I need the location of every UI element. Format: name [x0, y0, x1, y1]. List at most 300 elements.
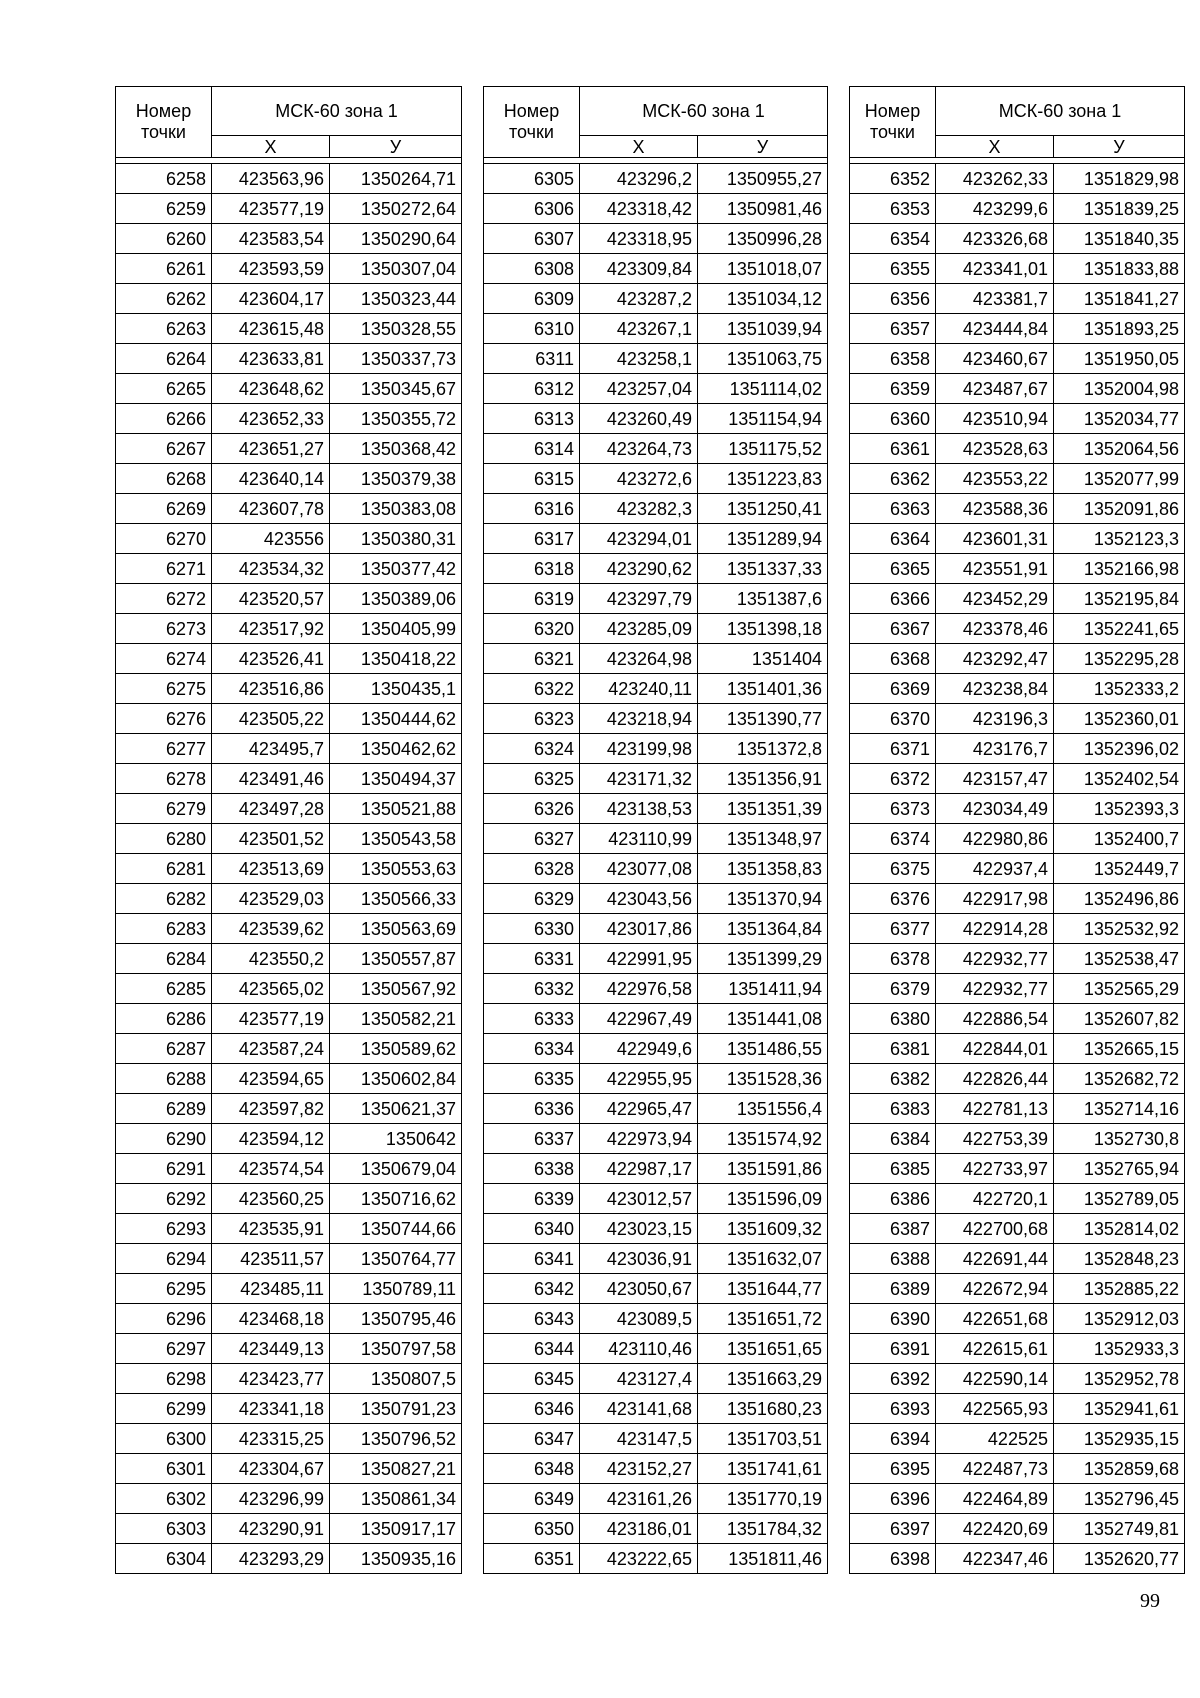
table-row [850, 194, 1185, 224]
y-column-header: У [698, 136, 828, 158]
x-coordinate-cell: 423452,29 [936, 584, 1054, 614]
table-row [484, 914, 828, 944]
table-row [850, 764, 1185, 794]
x-coordinate-cell: 423257,04 [580, 374, 698, 404]
table-row [850, 584, 1185, 614]
point-number-cell: 6277 [116, 734, 212, 764]
table-row [116, 1304, 462, 1334]
x-coordinate-cell: 423560,25 [212, 1184, 330, 1214]
x-coordinate-cell: 423574,54 [212, 1154, 330, 1184]
x-coordinate-cell: 423290,62 [580, 554, 698, 584]
table-row [850, 1064, 1185, 1094]
y-coordinate-cell: 1352885,22 [1054, 1274, 1185, 1304]
table-row [484, 1544, 828, 1574]
point-number-cell: 6302 [116, 1484, 212, 1514]
table-row [116, 1274, 462, 1304]
y-coordinate-cell: 1352034,77 [1054, 404, 1185, 434]
y-coordinate-cell: 1350566,33 [330, 884, 462, 914]
table-row [850, 824, 1185, 854]
x-coordinate-cell: 422973,94 [580, 1124, 698, 1154]
table-row [116, 1064, 462, 1094]
y-coordinate-cell: 1350807,5 [330, 1364, 462, 1394]
table-row [484, 884, 828, 914]
table-row [850, 344, 1185, 374]
y-coordinate-cell: 1350827,21 [330, 1454, 462, 1484]
point-number-cell: 6364 [850, 524, 936, 554]
y-coordinate-cell: 1352195,84 [1054, 584, 1185, 614]
y-coordinate-cell: 1351039,94 [698, 314, 828, 344]
x-column-header: Х [212, 136, 330, 158]
table-row [116, 584, 462, 614]
point-number-cell: 6289 [116, 1094, 212, 1124]
x-coordinate-cell: 423604,17 [212, 284, 330, 314]
point-number-cell: 6303 [116, 1514, 212, 1544]
x-coordinate-cell: 422615,61 [936, 1334, 1054, 1364]
x-column-header: Х [936, 136, 1054, 158]
table-row [850, 674, 1185, 704]
y-coordinate-cell: 1351390,77 [698, 704, 828, 734]
table-row [116, 1454, 462, 1484]
point-number-cell: 6271 [116, 554, 212, 584]
point-number-cell: 6376 [850, 884, 936, 914]
point-number-cell: 6265 [116, 374, 212, 404]
y-coordinate-cell: 1350744,66 [330, 1214, 462, 1244]
x-coordinate-cell: 422464,89 [936, 1484, 1054, 1514]
x-coordinate-cell: 422886,54 [936, 1004, 1054, 1034]
x-coordinate-cell: 422967,49 [580, 1004, 698, 1034]
y-coordinate-cell: 1351663,29 [698, 1364, 828, 1394]
y-coordinate-cell: 1352620,77 [1054, 1544, 1185, 1574]
x-coordinate-cell: 423563,96 [212, 164, 330, 194]
table-row [116, 1214, 462, 1244]
point-number-cell: 6330 [484, 914, 580, 944]
y-coordinate-cell: 1350379,38 [330, 464, 462, 494]
point-number-cell: 6304 [116, 1544, 212, 1574]
table-row [484, 764, 828, 794]
point-number-cell: 6355 [850, 254, 936, 284]
x-coordinate-cell: 422487,73 [936, 1454, 1054, 1484]
coordinate-system-header: МСК-60 зона 1 [580, 87, 828, 136]
point-number-cell: 6381 [850, 1034, 936, 1064]
point-number-cell: 6370 [850, 704, 936, 734]
x-coordinate-cell: 422753,39 [936, 1124, 1054, 1154]
point-number-cell: 6258 [116, 164, 212, 194]
x-coordinate-cell: 423593,59 [212, 254, 330, 284]
point-number-cell: 6261 [116, 254, 212, 284]
table-row [484, 1394, 828, 1424]
table-row [850, 1004, 1185, 1034]
table-row [484, 974, 828, 1004]
y-coordinate-cell: 1352952,78 [1054, 1364, 1185, 1394]
point-number-cell: 6363 [850, 494, 936, 524]
y-coordinate-cell: 1352941,61 [1054, 1394, 1185, 1424]
x-coordinate-cell: 423285,09 [580, 614, 698, 644]
x-coordinate-cell: 423299,6 [936, 194, 1054, 224]
point-number-cell: 6317 [484, 524, 580, 554]
table-row [484, 644, 828, 674]
y-coordinate-cell: 1351018,07 [698, 254, 828, 284]
y-coordinate-cell: 1351950,05 [1054, 344, 1185, 374]
point-number-cell: 6291 [116, 1154, 212, 1184]
table-row [850, 224, 1185, 254]
point-number-cell: 6316 [484, 494, 580, 524]
x-coordinate-cell: 423485,11 [212, 1274, 330, 1304]
point-number-cell: 6349 [484, 1484, 580, 1514]
point-number-cell: 6375 [850, 854, 936, 884]
x-coordinate-cell: 423510,94 [936, 404, 1054, 434]
table-row [850, 1544, 1185, 1574]
x-coordinate-cell: 422651,68 [936, 1304, 1054, 1334]
point-number-cell: 6307 [484, 224, 580, 254]
x-coordinate-cell: 422525 [936, 1424, 1054, 1454]
point-number-cell: 6275 [116, 674, 212, 704]
x-coordinate-cell: 423444,84 [936, 314, 1054, 344]
x-coordinate-cell: 423138,53 [580, 794, 698, 824]
x-coordinate-cell: 423517,92 [212, 614, 330, 644]
table-row [484, 404, 828, 434]
x-coordinate-cell: 422347,46 [936, 1544, 1054, 1574]
point-number-cell: 6313 [484, 404, 580, 434]
y-coordinate-cell: 1350567,92 [330, 974, 462, 1004]
y-coordinate-cell: 1350996,28 [698, 224, 828, 254]
point-number-cell: 6312 [484, 374, 580, 404]
point-number-cell: 6374 [850, 824, 936, 854]
y-coordinate-cell: 1352295,28 [1054, 644, 1185, 674]
point-number-cell: 6353 [850, 194, 936, 224]
x-coordinate-cell: 423287,2 [580, 284, 698, 314]
x-coordinate-cell: 423267,1 [580, 314, 698, 344]
x-coordinate-cell: 423238,84 [936, 674, 1054, 704]
y-coordinate-cell: 1350955,27 [698, 164, 828, 194]
table-row [850, 1034, 1185, 1064]
table-row [484, 1454, 828, 1484]
table-row [484, 524, 828, 554]
y-coordinate-cell: 1351337,33 [698, 554, 828, 584]
x-coordinate-cell: 423315,25 [212, 1424, 330, 1454]
point-number-cell: 6392 [850, 1364, 936, 1394]
point-number-cell: 6384 [850, 1124, 936, 1154]
point-number-cell: 6380 [850, 1004, 936, 1034]
x-coordinate-cell: 423513,69 [212, 854, 330, 884]
y-coordinate-cell: 1352565,29 [1054, 974, 1185, 1004]
y-coordinate-cell: 1352749,81 [1054, 1514, 1185, 1544]
table-row [484, 824, 828, 854]
table-row [116, 1034, 462, 1064]
y-coordinate-cell: 1351034,12 [698, 284, 828, 314]
table-row [116, 1394, 462, 1424]
y-coordinate-cell: 1351811,46 [698, 1544, 828, 1574]
x-coordinate-cell: 423381,7 [936, 284, 1054, 314]
point-number-cell: 6365 [850, 554, 936, 584]
y-coordinate-cell: 1351741,61 [698, 1454, 828, 1484]
table-row [850, 1124, 1185, 1154]
point-number-cell: 6357 [850, 314, 936, 344]
table-row [116, 1424, 462, 1454]
y-coordinate-cell: 1352859,68 [1054, 1454, 1185, 1484]
point-number-cell: 6391 [850, 1334, 936, 1364]
y-coordinate-cell: 1351063,75 [698, 344, 828, 374]
table-row [484, 614, 828, 644]
x-coordinate-cell: 423528,63 [936, 434, 1054, 464]
y-coordinate-cell: 1352765,94 [1054, 1154, 1185, 1184]
y-coordinate-cell: 1351358,83 [698, 854, 828, 884]
y-coordinate-cell: 1352607,82 [1054, 1004, 1185, 1034]
point-number-cell: 6278 [116, 764, 212, 794]
y-coordinate-cell: 1351651,72 [698, 1304, 828, 1334]
table-row [116, 1484, 462, 1514]
x-coordinate-cell: 423449,13 [212, 1334, 330, 1364]
y-coordinate-cell: 1351364,84 [698, 914, 828, 944]
x-coordinate-cell: 422965,47 [580, 1094, 698, 1124]
table-row [484, 1094, 828, 1124]
table-row [484, 1004, 828, 1034]
point-number-cell: 6293 [116, 1214, 212, 1244]
y-coordinate-cell: 1350621,37 [330, 1094, 462, 1124]
table-row [116, 224, 462, 254]
point-number-cell: 6270 [116, 524, 212, 554]
table-row [850, 1274, 1185, 1304]
y-coordinate-cell: 1351348,97 [698, 824, 828, 854]
table-row [484, 374, 828, 404]
point-number-cell: 6347 [484, 1424, 580, 1454]
x-coordinate-cell: 423565,02 [212, 974, 330, 1004]
point-number-cell: 6268 [116, 464, 212, 494]
x-coordinate-cell: 423304,67 [212, 1454, 330, 1484]
table-row [484, 224, 828, 254]
point-number-cell: 6300 [116, 1424, 212, 1454]
table-row [116, 374, 462, 404]
point-number-cell: 6358 [850, 344, 936, 374]
table-row [850, 1094, 1185, 1124]
x-coordinate-cell: 423615,48 [212, 314, 330, 344]
y-coordinate-cell: 1351356,91 [698, 764, 828, 794]
x-coordinate-cell: 423648,62 [212, 374, 330, 404]
y-coordinate-cell: 1351411,94 [698, 974, 828, 1004]
x-coordinate-cell: 423292,47 [936, 644, 1054, 674]
table-row [484, 1244, 828, 1274]
y-coordinate-cell: 1350716,62 [330, 1184, 462, 1214]
y-coordinate-cell: 1352004,98 [1054, 374, 1185, 404]
x-coordinate-cell: 423199,98 [580, 734, 698, 764]
point-number-cell: 6329 [484, 884, 580, 914]
x-coordinate-cell: 423127,4 [580, 1364, 698, 1394]
point-number-cell: 6398 [850, 1544, 936, 1574]
table-row [116, 764, 462, 794]
y-column-header: У [330, 136, 462, 158]
table-row [116, 674, 462, 704]
point-number-cell: 6342 [484, 1274, 580, 1304]
y-coordinate-cell: 1350642 [330, 1124, 462, 1154]
x-coordinate-cell: 423012,57 [580, 1184, 698, 1214]
y-coordinate-cell: 1351784,32 [698, 1514, 828, 1544]
point-number-cell: 6339 [484, 1184, 580, 1214]
x-coordinate-cell: 423497,28 [212, 794, 330, 824]
x-coordinate-cell: 422826,44 [936, 1064, 1054, 1094]
y-coordinate-cell: 1350383,08 [330, 494, 462, 524]
point-number-cell: 6288 [116, 1064, 212, 1094]
x-coordinate-cell: 422932,77 [936, 974, 1054, 1004]
y-coordinate-cell: 1352848,23 [1054, 1244, 1185, 1274]
point-number-cell: 6308 [484, 254, 580, 284]
point-number-cell: 6259 [116, 194, 212, 224]
y-coordinate-cell: 1351680,23 [698, 1394, 828, 1424]
x-coordinate-cell: 423539,62 [212, 914, 330, 944]
table-row [850, 554, 1185, 584]
x-coordinate-cell: 423551,91 [936, 554, 1054, 584]
table-row [850, 1364, 1185, 1394]
table-row [116, 614, 462, 644]
point-number-cell: 6382 [850, 1064, 936, 1094]
point-number-cell: 6292 [116, 1184, 212, 1214]
y-coordinate-cell: 1352077,99 [1054, 464, 1185, 494]
point-number-cell: 6280 [116, 824, 212, 854]
table-row [116, 554, 462, 584]
table-row [850, 404, 1185, 434]
point-number-cell: 6344 [484, 1334, 580, 1364]
y-coordinate-cell: 1352091,86 [1054, 494, 1185, 524]
table-row [116, 1334, 462, 1364]
point-number-cell: 6348 [484, 1454, 580, 1484]
y-coordinate-cell: 1352796,45 [1054, 1484, 1185, 1514]
y-coordinate-cell: 1351401,36 [698, 674, 828, 704]
table-row [850, 1394, 1185, 1424]
x-coordinate-cell: 423487,67 [936, 374, 1054, 404]
point-number-cell: 6388 [850, 1244, 936, 1274]
x-coordinate-cell: 423043,56 [580, 884, 698, 914]
point-number-cell: 6295 [116, 1274, 212, 1304]
x-coordinate-cell: 423378,46 [936, 614, 1054, 644]
x-coordinate-cell: 423309,84 [580, 254, 698, 284]
y-coordinate-cell: 1352064,56 [1054, 434, 1185, 464]
table-row [484, 1364, 828, 1394]
y-coordinate-cell: 1350796,52 [330, 1424, 462, 1454]
point-number-cell: 6368 [850, 644, 936, 674]
x-coordinate-cell: 423017,86 [580, 914, 698, 944]
point-number-cell: 6263 [116, 314, 212, 344]
y-coordinate-cell: 1350444,62 [330, 704, 462, 734]
point-number-cell: 6274 [116, 644, 212, 674]
y-coordinate-cell: 1350462,62 [330, 734, 462, 764]
table-row [484, 1274, 828, 1304]
table-row [850, 854, 1185, 884]
y-coordinate-cell: 1351399,29 [698, 944, 828, 974]
x-coordinate-cell: 423601,31 [936, 524, 1054, 554]
table-row [484, 1034, 828, 1064]
table-row [116, 1544, 462, 1574]
point-number-cell: 6301 [116, 1454, 212, 1484]
y-coordinate-cell: 1350553,63 [330, 854, 462, 884]
table-row [116, 1244, 462, 1274]
x-coordinate-cell: 423176,7 [936, 734, 1054, 764]
y-coordinate-cell: 1351223,83 [698, 464, 828, 494]
table-row [116, 1094, 462, 1124]
y-coordinate-cell: 1350764,77 [330, 1244, 462, 1274]
table-row [850, 374, 1185, 404]
point-number-cell: 6324 [484, 734, 580, 764]
x-coordinate-cell: 423588,36 [936, 494, 1054, 524]
table-row [484, 254, 828, 284]
table-row [116, 404, 462, 434]
y-coordinate-cell: 1350307,04 [330, 254, 462, 284]
x-coordinate-cell: 422844,01 [936, 1034, 1054, 1064]
x-coordinate-cell: 423511,57 [212, 1244, 330, 1274]
y-coordinate-cell: 1351398,18 [698, 614, 828, 644]
x-coordinate-cell: 423556 [212, 524, 330, 554]
point-number-cell: 6345 [484, 1364, 580, 1394]
x-coordinate-cell: 423534,32 [212, 554, 330, 584]
point-number-cell: 6396 [850, 1484, 936, 1514]
table-row [484, 1514, 828, 1544]
x-coordinate-cell: 422733,97 [936, 1154, 1054, 1184]
table-row [116, 194, 462, 224]
table-row [484, 1154, 828, 1184]
x-coordinate-cell: 423036,91 [580, 1244, 698, 1274]
point-number-cell: 6331 [484, 944, 580, 974]
table-row [850, 704, 1185, 734]
point-number-cell: 6294 [116, 1244, 212, 1274]
x-coordinate-cell: 423583,54 [212, 224, 330, 254]
table-row [850, 644, 1185, 674]
point-number-cell: 6356 [850, 284, 936, 314]
point-number-cell: 6394 [850, 1424, 936, 1454]
table-row [116, 794, 462, 824]
table-row [116, 704, 462, 734]
x-coordinate-cell: 422565,93 [936, 1394, 1054, 1424]
y-coordinate-cell: 1350418,22 [330, 644, 462, 674]
table-row [850, 164, 1185, 194]
y-coordinate-cell: 1352933,3 [1054, 1334, 1185, 1364]
table-row [116, 494, 462, 524]
y-coordinate-cell: 1351596,09 [698, 1184, 828, 1214]
x-column-header: Х [580, 136, 698, 158]
table-row [116, 734, 462, 764]
y-column-header: У [1054, 136, 1185, 158]
table-row [484, 1484, 828, 1514]
x-coordinate-cell: 423501,52 [212, 824, 330, 854]
point-number-cell: 6341 [484, 1244, 580, 1274]
point-number-header: Номер точки [850, 87, 936, 158]
point-number-cell: 6281 [116, 854, 212, 884]
table-row [484, 1424, 828, 1454]
y-coordinate-cell: 1352538,47 [1054, 944, 1185, 974]
x-coordinate-cell: 422932,77 [936, 944, 1054, 974]
table-row [850, 1424, 1185, 1454]
x-coordinate-cell: 423110,46 [580, 1334, 698, 1364]
table-row [116, 884, 462, 914]
y-coordinate-cell: 1350861,34 [330, 1484, 462, 1514]
coordinate-system-header: МСК-60 зона 1 [936, 87, 1185, 136]
y-coordinate-cell: 1350789,11 [330, 1274, 462, 1304]
y-coordinate-cell: 1351841,27 [1054, 284, 1185, 314]
point-number-cell: 6378 [850, 944, 936, 974]
point-number-cell: 6361 [850, 434, 936, 464]
point-number-cell: 6337 [484, 1124, 580, 1154]
y-coordinate-cell: 1350563,69 [330, 914, 462, 944]
page-number: 99 [1140, 1590, 1160, 1612]
y-coordinate-cell: 1352814,02 [1054, 1214, 1185, 1244]
table-row [850, 794, 1185, 824]
x-coordinate-cell: 423147,5 [580, 1424, 698, 1454]
table-row [850, 974, 1185, 1004]
y-coordinate-cell: 1351644,77 [698, 1274, 828, 1304]
x-coordinate-cell: 423577,19 [212, 1004, 330, 1034]
x-coordinate-cell: 423034,49 [936, 794, 1054, 824]
table-row [116, 254, 462, 284]
y-coordinate-cell: 1350582,21 [330, 1004, 462, 1034]
x-coordinate-cell: 423089,5 [580, 1304, 698, 1334]
x-coordinate-cell: 422781,13 [936, 1094, 1054, 1124]
table-row [850, 914, 1185, 944]
